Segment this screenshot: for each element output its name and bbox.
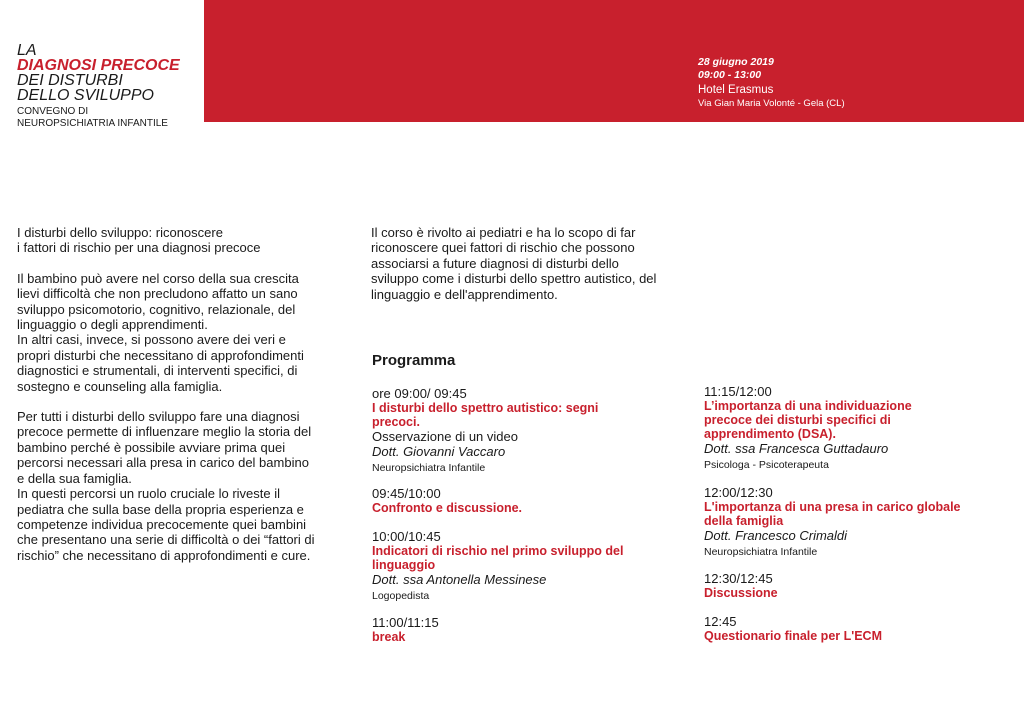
- subtitle-line-2: NEUROPSICHIATRIA INFANTILE: [17, 118, 168, 129]
- program-speaker: Dott. ssa Antonella Messinese: [372, 572, 547, 587]
- left-column: [17, 225, 317, 563]
- program-time: 11:15/12:00: [704, 384, 772, 399]
- program-topic: Questionario finale per L'ECM: [704, 629, 882, 643]
- paragraph-4: In questi percorsi un ruolo cruciale lo riveste il pediatra che sulla base della propria esperienza e competenze individua precocemente quei bambini che presentano una serie di difficoltà o dei “fattori di rischio” che necessitano di approfondimenti e cure.: [17, 486, 315, 563]
- program-time: 12:45: [704, 614, 737, 629]
- event-address: Via Gian Maria Volonté - Gela (CL): [698, 98, 845, 109]
- program-item: [372, 386, 672, 475]
- program-item: [372, 486, 672, 515]
- program-speaker: Dott. Francesco Crimaldi: [704, 528, 848, 543]
- program-time: 12:00/12:30: [704, 485, 773, 500]
- title-line-1: LA: [17, 42, 37, 59]
- program-time: ore 09:00/ 09:45: [372, 386, 467, 401]
- intro-line-1: I disturbi dello sviluppo: riconoscere: [17, 225, 223, 240]
- program-item: [704, 384, 1004, 472]
- program-topic: Confronto e discussione.: [372, 501, 523, 515]
- program-note: Osservazione di un video: [372, 429, 518, 444]
- program-topic: Indicatori di rischio nel primo sviluppo del linguaggio: [372, 544, 624, 572]
- program-speaker: Dott. ssa Francesca Guttadauro: [704, 441, 889, 456]
- program-role: Logopedista: [372, 590, 430, 602]
- program-time: 11:00/11:15: [372, 615, 439, 630]
- course-intro-text: Il corso è rivolto ai pediatri e ha lo scopo di far riconoscere quei fattori di rischio che possono associarsi a future diagnosi di disturbi dello sviluppo come i disturbi dello spettro autistico, del linguaggio e dell'apprendimento.: [371, 225, 657, 302]
- program-time: 10:00/10:45: [372, 529, 441, 544]
- event-venue: Hotel Erasmus: [698, 84, 774, 96]
- program-topic: break: [372, 630, 406, 644]
- subtitle-line-1: CONVEGNO DI: [17, 106, 89, 117]
- event-time: 09:00 - 13:00: [698, 69, 762, 81]
- program-item: [704, 614, 1004, 643]
- program-topic: L’importanza di una individuazione precoce dei disturbi specifici di apprendimento (DSA).: [704, 399, 912, 441]
- program-role: Neuropsichiatra Infantile: [704, 546, 818, 558]
- program-topic: L'importanza di una presa in carico globale della famiglia: [704, 500, 961, 528]
- intro-line-2: i fattori di rischio per una diagnosi precoce: [17, 240, 261, 256]
- program-topic: Discussione: [704, 586, 778, 600]
- program-role: Neuropsichiatra Infantile: [372, 462, 486, 474]
- paragraph-2: In altri casi, invece, si possono avere dei veri e propri disturbi che necessitano di approfondimenti diagnostici e strumentali, di interventi specifici, di sostegno e counseling alla famiglia.: [17, 332, 304, 394]
- event-title: [17, 43, 180, 130]
- program-item: [372, 529, 672, 603]
- program-item: [372, 615, 672, 644]
- program-time: 09:45/10:00: [372, 486, 441, 501]
- program-item: [704, 485, 1004, 559]
- program-time: 12:30/12:45: [704, 571, 773, 586]
- event-info: [698, 56, 845, 110]
- header-red-band: [204, 0, 1024, 122]
- program-topic: I disturbi dello spettro autistico: segni precoci.: [372, 401, 599, 429]
- program-role: Psicologa - Psicoterapeuta: [704, 459, 829, 471]
- title-line-2: DIAGNOSI PRECOCE: [17, 57, 180, 74]
- paragraph-1: Il bambino può avere nel corso della sua crescita lievi difficoltà che non precludono affatto un sano sviluppo psicomotorio, cognitivo, relazionale, del linguaggio o degli apprendimenti.: [17, 270, 299, 333]
- program-heading: Programma: [372, 352, 456, 369]
- program-item: [704, 571, 1004, 600]
- title-line-4: DELLO SVILUPPO: [17, 87, 154, 104]
- title-line-3: DEI DISTURBI: [17, 72, 123, 89]
- program-speaker: Dott. Giovanni Vaccaro: [372, 444, 506, 459]
- course-intro: [371, 225, 661, 302]
- paragraph-3: Per tutti i disturbi dello sviluppo fare una diagnosi precoce permette di influenzare meglio la storia del bambino perché è possibile avviare prima quei percorsi necessari alla presa in carico del bambino e della sua famiglia.: [17, 409, 312, 486]
- event-date: 28 giugno 2019: [698, 56, 774, 68]
